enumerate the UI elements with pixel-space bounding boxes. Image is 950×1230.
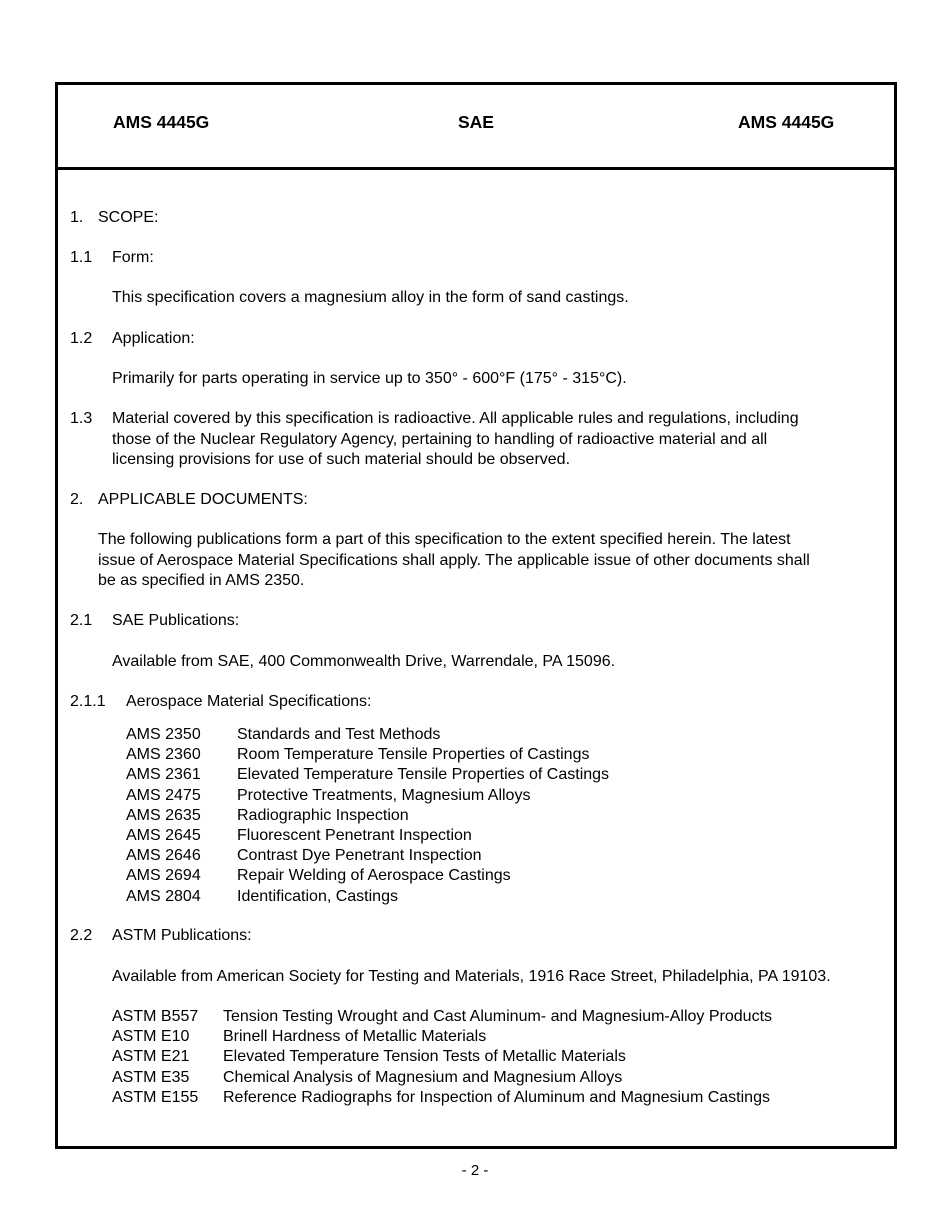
doc-code: AMS 2645 <box>126 826 201 844</box>
list-item <box>126 786 826 806</box>
doc-code: AMS 2804 <box>126 887 201 905</box>
doc-code: AMS 2361 <box>126 766 201 784</box>
doc-title: Standards and Test Methods <box>237 726 441 743</box>
doc-title: Repair Welding of Aerospace Castings <box>237 867 511 885</box>
section-number: 1. <box>70 209 84 226</box>
section-number: 2. <box>70 491 84 508</box>
section-title: APPLICABLE DOCUMENTS: <box>98 491 308 508</box>
paragraph-line: The following publications form a part of this specification to the extent specified herein. The latest <box>98 531 791 548</box>
doc-title: Identification, Castings <box>237 887 398 905</box>
doc-title: Brinell Hardness of Metallic Materials <box>223 1028 487 1046</box>
section-2-paragraph <box>98 530 810 592</box>
astm-document-list <box>112 1007 872 1108</box>
doc-title: Tension Testing Wrought and Cast Aluminum- and Magnesium-Alloy Products <box>223 1008 773 1025</box>
doc-title: Radiographic Inspection <box>237 806 409 824</box>
list-item <box>126 806 826 826</box>
doc-code: ASTM E21 <box>112 1048 190 1066</box>
section-1-3-paragraph <box>112 409 799 471</box>
doc-code: AMS 2360 <box>126 746 201 764</box>
doc-title: Elevated Temperature Tensile Properties of Castings <box>237 766 610 784</box>
section-title: ASTM Publications: <box>112 927 252 944</box>
ams-document-list <box>126 725 826 907</box>
doc-code: AMS 2635 <box>126 806 201 824</box>
paragraph-line: licensing provisions for use of such material should be observed. <box>112 451 571 468</box>
paragraph-line: issue of Aerospace Material Specifications shall apply. The applicable issue of other documents shall <box>98 551 810 569</box>
doc-title: Reference Radiographs for Inspection of Aluminum and Magnesium Castings <box>223 1088 770 1106</box>
header-organization: SAE <box>458 112 494 132</box>
paragraph-line: those of the Nuclear Regulatory Agency, pertaining to handling of radioactive material and all <box>112 430 768 448</box>
section-number: 2.1 <box>70 612 93 629</box>
section-number: 2.2 <box>70 927 93 944</box>
doc-code: AMS 2646 <box>126 847 201 865</box>
page-number: - 2 - <box>461 1162 489 1179</box>
doc-title: Room Temperature Tensile Properties of Castings <box>237 746 590 764</box>
header-doc-number-left: AMS 4445G <box>113 112 210 132</box>
doc-code: AMS 2694 <box>126 867 201 885</box>
section-title: Aerospace Material Specifications: <box>126 693 372 710</box>
section-title: SCOPE: <box>98 209 159 226</box>
section-number: 2.1.1 <box>70 693 106 710</box>
list-item <box>126 745 826 765</box>
doc-title: Elevated Temperature Tension Tests of Metallic Materials <box>223 1048 626 1066</box>
section-1-1-body: This specification covers a magnesium alloy in the form of sand castings. <box>112 289 629 306</box>
list-item <box>112 1088 872 1108</box>
doc-code: AMS 2350 <box>126 726 201 743</box>
section-number: 1.1 <box>70 249 93 266</box>
doc-title: Chemical Analysis of Magnesium and Magnesium Alloys <box>223 1068 623 1086</box>
list-item <box>126 846 826 866</box>
list-item <box>126 826 826 846</box>
list-item <box>126 725 826 745</box>
list-item <box>126 866 826 886</box>
paragraph-line: Material covered by this specification is radioactive. All applicable rules and regulations, including <box>112 410 799 427</box>
doc-title: Contrast Dye Penetrant Inspection <box>237 847 482 865</box>
list-item <box>126 765 826 785</box>
doc-code: AMS 2475 <box>126 786 201 804</box>
list-item <box>112 1027 872 1047</box>
header-doc-number-right: AMS 4445G <box>738 112 835 132</box>
list-item <box>112 1047 872 1067</box>
doc-code: ASTM E10 <box>112 1028 190 1046</box>
section-title: Form: <box>112 249 154 266</box>
section-1-2-body: Primarily for parts operating in service up to 350° - 600°F (175° - 315°C). <box>112 370 627 387</box>
doc-code: ASTM B557 <box>112 1008 199 1025</box>
section-2-1-body: Available from SAE, 400 Commonwealth Drive, Warrendale, PA 15096. <box>112 653 616 670</box>
doc-title: Fluorescent Penetrant Inspection <box>237 826 472 844</box>
section-2-2-body: Available from American Society for Testing and Materials, 1916 Race Street, Philadelphia, PA 19103. <box>112 968 831 985</box>
doc-code: ASTM E35 <box>112 1068 190 1086</box>
paragraph-line: be as specified in AMS 2350. <box>98 572 305 589</box>
list-item <box>126 887 826 907</box>
section-1-3-number: 1.3 <box>70 410 93 427</box>
doc-code: ASTM E155 <box>112 1088 199 1106</box>
section-number: 1.2 <box>70 330 93 347</box>
section-title: Application: <box>112 330 195 347</box>
section-title: SAE Publications: <box>112 612 240 629</box>
list-item <box>112 1068 872 1088</box>
doc-title: Protective Treatments, Magnesium Alloys <box>237 786 531 804</box>
list-item <box>112 1007 872 1027</box>
